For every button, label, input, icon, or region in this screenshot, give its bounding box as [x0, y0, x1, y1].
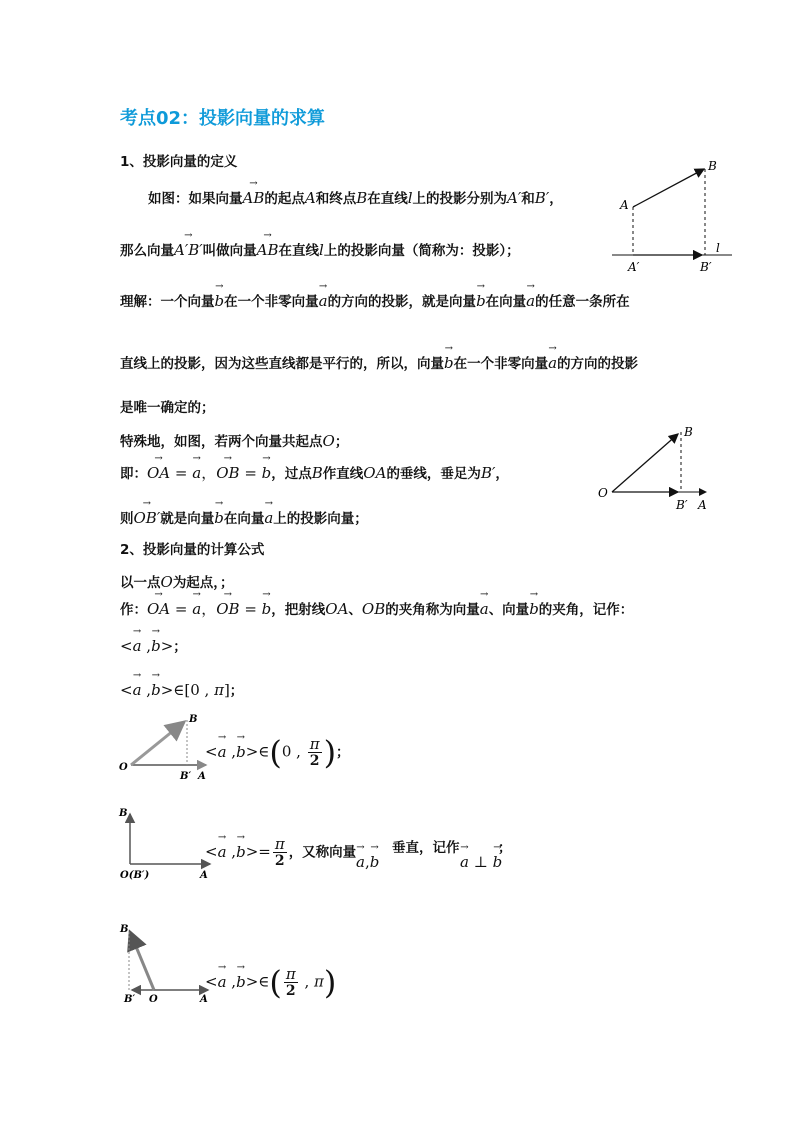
label-B: B — [120, 924, 129, 935]
label-B: B — [189, 714, 198, 725]
acute-angle-formula: <→ a ,→ b>∈(0 , $\frac{\pi}{2}$ )； — [205, 736, 350, 769]
formula-intro-line: 以一点O为起点，； — [120, 573, 234, 591]
perpendicular-vectors: → a,→ b — [356, 852, 379, 873]
definition-line-1: 如图：如果向量→ AB的起点A和终点B在直线l上的投影分别为A′和B′， — [148, 188, 563, 209]
special-case-line: 特殊地，如图，若两个向量共起点O； — [120, 432, 349, 450]
obtuse-angle-figure — [118, 920, 213, 1005]
obtuse-angle-formula: <→ a ,→ b>∈( $\frac{\pi}{2}$ , π) — [205, 966, 336, 999]
label-A: A — [698, 498, 707, 512]
label-B: B — [119, 808, 128, 819]
section2-heading: 2、投影向量的计算公式 — [120, 542, 265, 558]
label-A: A — [620, 198, 629, 212]
page-title: 考点02：投影向量的求算 — [120, 108, 326, 129]
label-O: O — [149, 994, 158, 1005]
perpendicular-notation: → a ⊥ → b — [460, 852, 502, 873]
perpendicular-text: 垂直，记作 — [392, 840, 460, 856]
special-case-construction: 即：→ OA = → a，→ OB = → b，过点B作直线OA的垂线，垂足为B′， — [120, 463, 509, 484]
perpendicular-semicolon: ； — [498, 840, 512, 856]
definition-line-2: 那么向量→ A′B′叫做向量→ AB在直线l上的投影向量（简称为：投影）； — [120, 240, 520, 261]
label-O-B-prime: O(B′) — [120, 870, 150, 881]
label-B-prime: B′ — [124, 994, 136, 1005]
understanding-line-2: 直线上的投影，因为这些直线都是平行的，所以，向量→ b在一个非零向量→ a的方向的投影 — [120, 353, 638, 374]
understanding-line-1: 理解：一个向量→ b在一个非零向量→ a的方向的投影，就是向量→ b在向量→ a的任意一条所在 — [120, 291, 630, 312]
label-A: A — [200, 994, 208, 1005]
projection-figure-2 — [594, 420, 724, 515]
angle-notation: <→ a ,→ b>； — [120, 636, 187, 657]
right-angle-figure — [116, 800, 216, 885]
label-B: B — [708, 159, 717, 173]
understanding-line-3: 是唯一确定的； — [120, 400, 215, 416]
label-B-prime: B′ — [676, 498, 688, 512]
label-O: O — [598, 486, 608, 500]
section1-heading: 1、投影向量的定义 — [120, 154, 238, 170]
projection-figure-1 — [608, 155, 738, 273]
right-angle-formula: <→ a ,→ b>= $\frac{\pi}{2}$ ，又称向量 — [205, 836, 356, 869]
label-A-prime: A′ — [628, 260, 640, 273]
label-O: O — [119, 762, 128, 773]
label-B-prime: B′ — [700, 260, 712, 273]
label-A: A — [198, 771, 206, 782]
label-B: B — [684, 425, 693, 439]
label-A: A — [200, 870, 208, 881]
special-case-conclusion: 则→ OB′就是向量→ b在向量→ a上的投影向量； — [120, 508, 368, 529]
formula-construction-line: 作：→ OA = → a，→ OB = → b，把射线OA、OB的夹角称为向量→ a、向量→ b的夹角，记作： — [120, 599, 633, 620]
acute-angle-figure — [118, 710, 213, 782]
label-l: l — [716, 241, 720, 255]
angle-range: <→ a ,→ b>∈[0 , π]； — [120, 680, 243, 701]
label-B-prime: B′ — [180, 771, 192, 782]
